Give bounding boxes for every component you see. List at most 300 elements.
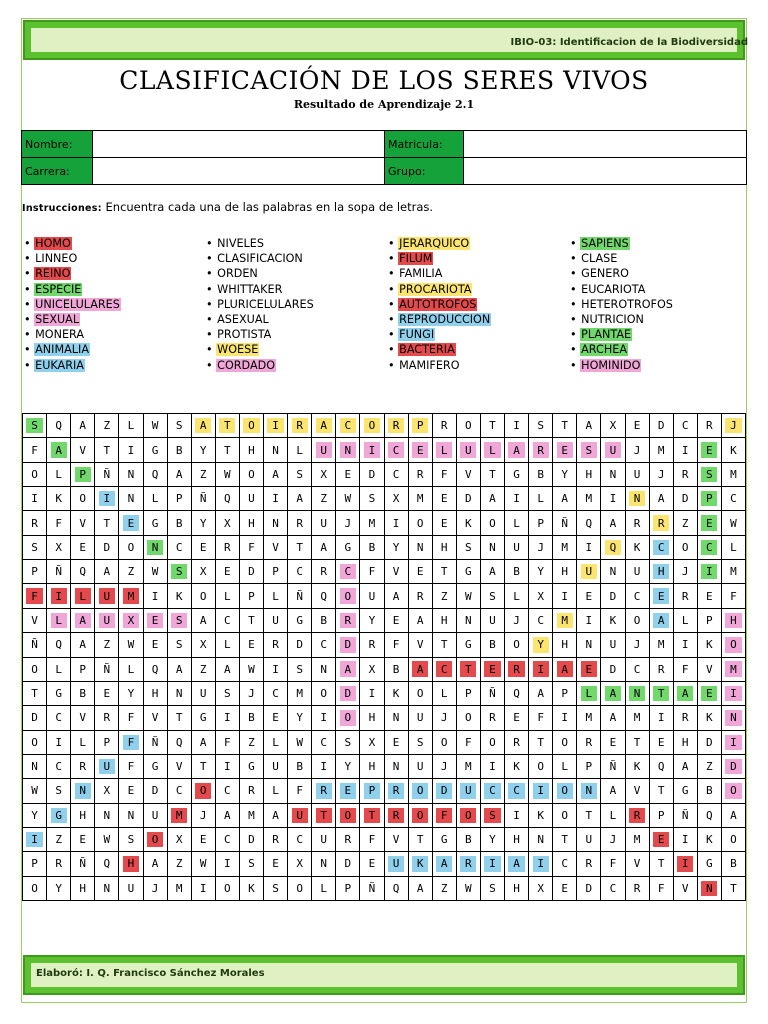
grid-cell[interactable] <box>168 414 192 438</box>
grid-cell[interactable] <box>650 804 674 828</box>
grid-cell[interactable] <box>168 877 192 901</box>
grid-cell[interactable] <box>47 463 71 487</box>
grid-cell[interactable] <box>47 633 71 657</box>
grid-cell[interactable] <box>47 560 71 584</box>
grid-cell[interactable] <box>698 438 722 462</box>
grid-cell[interactable] <box>650 463 674 487</box>
grid-cell[interactable] <box>385 438 409 462</box>
grid-cell[interactable] <box>144 584 168 608</box>
grid-cell[interactable] <box>698 877 722 901</box>
grid-cell[interactable] <box>698 706 722 730</box>
grid-cell[interactable] <box>312 633 336 657</box>
grid-cell[interactable] <box>433 560 457 584</box>
grid-cell[interactable] <box>481 560 505 584</box>
grid-cell[interactable] <box>650 755 674 779</box>
grid-cell[interactable] <box>553 414 577 438</box>
grid-cell[interactable] <box>505 877 529 901</box>
grid-cell[interactable] <box>336 682 360 706</box>
grid-cell[interactable] <box>650 779 674 803</box>
grid-cell[interactable] <box>457 511 481 535</box>
grid-cell[interactable] <box>312 804 336 828</box>
grid-cell[interactable] <box>674 487 698 511</box>
grid-cell[interactable] <box>433 633 457 657</box>
grid-cell[interactable] <box>433 804 457 828</box>
grid-cell[interactable] <box>409 609 433 633</box>
grid-cell[interactable] <box>168 706 192 730</box>
grid-cell[interactable] <box>385 804 409 828</box>
grid-cell[interactable] <box>312 731 336 755</box>
grid-cell[interactable] <box>674 560 698 584</box>
grid-cell[interactable] <box>71 609 95 633</box>
grid-cell[interactable] <box>481 658 505 682</box>
grid-cell[interactable] <box>433 852 457 876</box>
grid-cell[interactable] <box>577 414 601 438</box>
grid-cell[interactable] <box>385 584 409 608</box>
grid-cell[interactable] <box>312 852 336 876</box>
grid-cell[interactable] <box>95 804 119 828</box>
grid-cell[interactable] <box>288 682 312 706</box>
grid-cell[interactable] <box>481 438 505 462</box>
grid-cell[interactable] <box>168 536 192 560</box>
grid-cell[interactable] <box>240 633 264 657</box>
grid-cell[interactable] <box>144 852 168 876</box>
grid-cell[interactable] <box>119 804 143 828</box>
grid-cell[interactable] <box>192 877 216 901</box>
grid-cell[interactable] <box>23 633 47 657</box>
grid-cell[interactable] <box>698 804 722 828</box>
grid-cell[interactable] <box>336 536 360 560</box>
grid-cell[interactable] <box>240 584 264 608</box>
grid-cell[interactable] <box>360 584 384 608</box>
grid-cell[interactable] <box>601 463 625 487</box>
grid-cell[interactable] <box>529 633 553 657</box>
grid-cell[interactable] <box>168 633 192 657</box>
grid-cell[interactable] <box>674 731 698 755</box>
grid-cell[interactable] <box>577 682 601 706</box>
grid-cell[interactable] <box>192 731 216 755</box>
grid-cell[interactable] <box>119 463 143 487</box>
grid-cell[interactable] <box>577 877 601 901</box>
grid-cell[interactable] <box>722 706 746 730</box>
grid-cell[interactable] <box>360 438 384 462</box>
grid-cell[interactable] <box>626 731 650 755</box>
grid-cell[interactable] <box>288 706 312 730</box>
grid-cell[interactable] <box>336 706 360 730</box>
grid-cell[interactable] <box>95 852 119 876</box>
grid-cell[interactable] <box>336 560 360 584</box>
grid-cell[interactable] <box>192 536 216 560</box>
grid-cell[interactable] <box>698 487 722 511</box>
grid-cell[interactable] <box>481 779 505 803</box>
grid-cell[interactable] <box>312 828 336 852</box>
grid-cell[interactable] <box>312 584 336 608</box>
grid-cell[interactable] <box>71 706 95 730</box>
grid-cell[interactable] <box>505 511 529 535</box>
grid-cell[interactable] <box>553 658 577 682</box>
grid-cell[interactable] <box>144 828 168 852</box>
grid-cell[interactable] <box>47 877 71 901</box>
grid-cell[interactable] <box>47 438 71 462</box>
grid-cell[interactable] <box>144 755 168 779</box>
grid-cell[interactable] <box>192 560 216 584</box>
grid-cell[interactable] <box>626 511 650 535</box>
grid-cell[interactable] <box>433 731 457 755</box>
grid-cell[interactable] <box>144 682 168 706</box>
grid-cell[interactable] <box>288 828 312 852</box>
carrera-field[interactable] <box>93 158 385 185</box>
grid-cell[interactable] <box>47 755 71 779</box>
grid-cell[interactable] <box>71 682 95 706</box>
grid-cell[interactable] <box>288 658 312 682</box>
grid-cell[interactable] <box>481 487 505 511</box>
grid-cell[interactable] <box>119 560 143 584</box>
grid-cell[interactable] <box>553 755 577 779</box>
grid-cell[interactable] <box>264 536 288 560</box>
grid-cell[interactable] <box>409 828 433 852</box>
grid-cell[interactable] <box>47 511 71 535</box>
grid-cell[interactable] <box>312 682 336 706</box>
grid-cell[interactable] <box>529 560 553 584</box>
grid-cell[interactable] <box>192 487 216 511</box>
grid-cell[interactable] <box>144 731 168 755</box>
grid-cell[interactable] <box>71 828 95 852</box>
grid-cell[interactable] <box>71 633 95 657</box>
grid-cell[interactable] <box>240 414 264 438</box>
grid-cell[interactable] <box>698 779 722 803</box>
grid-cell[interactable] <box>601 779 625 803</box>
grid-cell[interactable] <box>312 511 336 535</box>
grid-cell[interactable] <box>409 706 433 730</box>
grid-cell[interactable] <box>553 511 577 535</box>
grid-cell[interactable] <box>47 706 71 730</box>
grid-cell[interactable] <box>601 877 625 901</box>
grid-cell[interactable] <box>192 804 216 828</box>
grid-cell[interactable] <box>47 414 71 438</box>
grid-cell[interactable] <box>626 438 650 462</box>
grid-cell[interactable] <box>47 536 71 560</box>
grid-cell[interactable] <box>216 828 240 852</box>
grid-cell[interactable] <box>168 487 192 511</box>
grid-cell[interactable] <box>288 487 312 511</box>
grid-cell[interactable] <box>457 804 481 828</box>
grid-cell[interactable] <box>312 414 336 438</box>
grid-cell[interactable] <box>577 852 601 876</box>
grid-cell[interactable] <box>360 560 384 584</box>
grid-cell[interactable] <box>119 828 143 852</box>
grid-cell[interactable] <box>505 536 529 560</box>
grid-cell[interactable] <box>312 536 336 560</box>
grid-cell[interactable] <box>192 658 216 682</box>
grid-cell[interactable] <box>698 414 722 438</box>
grid-cell[interactable] <box>698 560 722 584</box>
grid-cell[interactable] <box>216 682 240 706</box>
grid-cell[interactable] <box>698 731 722 755</box>
grid-cell[interactable] <box>529 828 553 852</box>
grid-cell[interactable] <box>168 463 192 487</box>
grid-cell[interactable] <box>192 633 216 657</box>
grid-cell[interactable] <box>674 852 698 876</box>
grid-cell[interactable] <box>240 706 264 730</box>
grid-cell[interactable] <box>264 463 288 487</box>
grid-cell[interactable] <box>336 828 360 852</box>
grid-cell[interactable] <box>192 463 216 487</box>
grid-cell[interactable] <box>71 804 95 828</box>
grid-cell[interactable] <box>601 731 625 755</box>
grid-cell[interactable] <box>360 414 384 438</box>
grid-cell[interactable] <box>505 560 529 584</box>
grid-cell[interactable] <box>336 511 360 535</box>
grid-cell[interactable] <box>71 584 95 608</box>
grid-cell[interactable] <box>240 828 264 852</box>
grid-cell[interactable] <box>240 731 264 755</box>
grid-cell[interactable] <box>529 852 553 876</box>
grid-cell[interactable] <box>601 852 625 876</box>
grid-cell[interactable] <box>216 487 240 511</box>
grid-cell[interactable] <box>95 706 119 730</box>
grid-cell[interactable] <box>650 438 674 462</box>
grid-cell[interactable] <box>23 609 47 633</box>
grid-cell[interactable] <box>433 463 457 487</box>
grid-cell[interactable] <box>650 560 674 584</box>
grid-cell[interactable] <box>119 877 143 901</box>
grid-cell[interactable] <box>481 633 505 657</box>
grid-cell[interactable] <box>481 536 505 560</box>
grid-cell[interactable] <box>95 682 119 706</box>
grid-cell[interactable] <box>264 487 288 511</box>
grid-cell[interactable] <box>336 584 360 608</box>
grid-cell[interactable] <box>433 536 457 560</box>
grid-cell[interactable] <box>674 414 698 438</box>
grid-cell[interactable] <box>481 755 505 779</box>
grid-cell[interactable] <box>336 658 360 682</box>
grid-cell[interactable] <box>601 487 625 511</box>
grid-cell[interactable] <box>529 463 553 487</box>
grid-cell[interactable] <box>433 828 457 852</box>
grid-cell[interactable] <box>336 755 360 779</box>
grid-cell[interactable] <box>240 511 264 535</box>
grid-cell[interactable] <box>360 852 384 876</box>
grid-cell[interactable] <box>95 584 119 608</box>
grid-cell[interactable] <box>119 536 143 560</box>
grid-cell[interactable] <box>577 804 601 828</box>
grid-cell[interactable] <box>698 584 722 608</box>
grid-cell[interactable] <box>481 706 505 730</box>
grid-cell[interactable] <box>216 438 240 462</box>
grid-cell[interactable] <box>192 706 216 730</box>
grid-cell[interactable] <box>457 706 481 730</box>
grid-cell[interactable] <box>698 658 722 682</box>
grid-cell[interactable] <box>433 877 457 901</box>
grid-cell[interactable] <box>312 755 336 779</box>
grid-cell[interactable] <box>240 779 264 803</box>
grid-cell[interactable] <box>168 658 192 682</box>
grid-cell[interactable] <box>264 755 288 779</box>
grid-cell[interactable] <box>47 609 71 633</box>
grid-cell[interactable] <box>95 560 119 584</box>
grid-cell[interactable] <box>481 414 505 438</box>
grid-cell[interactable] <box>433 438 457 462</box>
grid-cell[interactable] <box>722 438 746 462</box>
grid-cell[interactable] <box>23 414 47 438</box>
grid-cell[interactable] <box>71 511 95 535</box>
grid-cell[interactable] <box>553 438 577 462</box>
grid-cell[interactable] <box>650 609 674 633</box>
grid-cell[interactable] <box>23 852 47 876</box>
grid-cell[interactable] <box>336 438 360 462</box>
grid-cell[interactable] <box>385 779 409 803</box>
grid-cell[interactable] <box>23 511 47 535</box>
grid-cell[interactable] <box>144 633 168 657</box>
grid-cell[interactable] <box>626 852 650 876</box>
grid-cell[interactable] <box>626 828 650 852</box>
grid-cell[interactable] <box>577 706 601 730</box>
grid-cell[interactable] <box>336 731 360 755</box>
grid-cell[interactable] <box>505 682 529 706</box>
grid-cell[interactable] <box>360 779 384 803</box>
grid-cell[interactable] <box>577 536 601 560</box>
grid-cell[interactable] <box>409 511 433 535</box>
grid-cell[interactable] <box>553 852 577 876</box>
grid-cell[interactable] <box>529 511 553 535</box>
grid-cell[interactable] <box>312 463 336 487</box>
grid-cell[interactable] <box>698 511 722 535</box>
grid-cell[interactable] <box>385 536 409 560</box>
grid-cell[interactable] <box>650 852 674 876</box>
grid-cell[interactable] <box>409 779 433 803</box>
grid-cell[interactable] <box>119 633 143 657</box>
grid-cell[interactable] <box>577 584 601 608</box>
grid-cell[interactable] <box>457 658 481 682</box>
grid-cell[interactable] <box>23 438 47 462</box>
grid-cell[interactable] <box>288 731 312 755</box>
grid-cell[interactable] <box>312 658 336 682</box>
grid-cell[interactable] <box>240 755 264 779</box>
grid-cell[interactable] <box>95 755 119 779</box>
grid-cell[interactable] <box>674 804 698 828</box>
grid-cell[interactable] <box>433 706 457 730</box>
grid-cell[interactable] <box>119 584 143 608</box>
grid-cell[interactable] <box>601 536 625 560</box>
grid-cell[interactable] <box>360 804 384 828</box>
grid-cell[interactable] <box>457 633 481 657</box>
grid-cell[interactable] <box>529 804 553 828</box>
grid-cell[interactable] <box>481 852 505 876</box>
grid-cell[interactable] <box>240 804 264 828</box>
grid-cell[interactable] <box>505 584 529 608</box>
grid-cell[interactable] <box>698 852 722 876</box>
grid-cell[interactable] <box>385 609 409 633</box>
grid-cell[interactable] <box>505 731 529 755</box>
grid-cell[interactable] <box>71 658 95 682</box>
grid-cell[interactable] <box>529 779 553 803</box>
grid-cell[interactable] <box>481 682 505 706</box>
grid-cell[interactable] <box>336 414 360 438</box>
grid-cell[interactable] <box>119 487 143 511</box>
grid-cell[interactable] <box>674 536 698 560</box>
grid-cell[interactable] <box>360 877 384 901</box>
grid-cell[interactable] <box>698 755 722 779</box>
grid-cell[interactable] <box>192 755 216 779</box>
grid-cell[interactable] <box>698 633 722 657</box>
grid-cell[interactable] <box>216 852 240 876</box>
grid-cell[interactable] <box>288 414 312 438</box>
grid-cell[interactable] <box>385 755 409 779</box>
grid-cell[interactable] <box>71 877 95 901</box>
grid-cell[interactable] <box>505 609 529 633</box>
grid-cell[interactable] <box>192 584 216 608</box>
grid-cell[interactable] <box>312 706 336 730</box>
grid-cell[interactable] <box>71 779 95 803</box>
grid-cell[interactable] <box>601 682 625 706</box>
grid-cell[interactable] <box>457 536 481 560</box>
grid-cell[interactable] <box>71 755 95 779</box>
grid-cell[interactable] <box>722 779 746 803</box>
grid-cell[interactable] <box>674 779 698 803</box>
grid-cell[interactable] <box>722 731 746 755</box>
grid-cell[interactable] <box>674 828 698 852</box>
grid-cell[interactable] <box>433 584 457 608</box>
nombre-field[interactable] <box>93 131 385 158</box>
grid-cell[interactable] <box>119 731 143 755</box>
grid-cell[interactable] <box>312 779 336 803</box>
grid-cell[interactable] <box>385 511 409 535</box>
grid-cell[interactable] <box>529 658 553 682</box>
grid-cell[interactable] <box>336 487 360 511</box>
grid-cell[interactable] <box>722 463 746 487</box>
grid-cell[interactable] <box>264 609 288 633</box>
grid-cell[interactable] <box>674 877 698 901</box>
grid-cell[interactable] <box>577 755 601 779</box>
grid-cell[interactable] <box>47 584 71 608</box>
grid-cell[interactable] <box>601 658 625 682</box>
grid-cell[interactable] <box>626 414 650 438</box>
grid-cell[interactable] <box>288 584 312 608</box>
grid-cell[interactable] <box>192 438 216 462</box>
grid-cell[interactable] <box>505 414 529 438</box>
grid-cell[interactable] <box>529 706 553 730</box>
grid-cell[interactable] <box>144 609 168 633</box>
grid-cell[interactable] <box>144 877 168 901</box>
grid-cell[interactable] <box>23 658 47 682</box>
grid-cell[interactable] <box>481 463 505 487</box>
grid-cell[interactable] <box>650 584 674 608</box>
grid-cell[interactable] <box>553 804 577 828</box>
grid-cell[interactable] <box>457 852 481 876</box>
grid-cell[interactable] <box>144 414 168 438</box>
grid-cell[interactable] <box>264 560 288 584</box>
grid-cell[interactable] <box>529 438 553 462</box>
grid-cell[interactable] <box>23 755 47 779</box>
grid-cell[interactable] <box>601 633 625 657</box>
grid-cell[interactable] <box>553 463 577 487</box>
grid-cell[interactable] <box>168 731 192 755</box>
grid-cell[interactable] <box>553 731 577 755</box>
grid-cell[interactable] <box>264 706 288 730</box>
grid-cell[interactable] <box>360 755 384 779</box>
grid-cell[interactable] <box>288 438 312 462</box>
grid-cell[interactable] <box>288 511 312 535</box>
grid-cell[interactable] <box>722 609 746 633</box>
grid-cell[interactable] <box>47 487 71 511</box>
grid-cell[interactable] <box>674 438 698 462</box>
grid-cell[interactable] <box>457 877 481 901</box>
grid-cell[interactable] <box>144 463 168 487</box>
grid-cell[interactable] <box>577 560 601 584</box>
grid-cell[interactable] <box>722 633 746 657</box>
grid-cell[interactable] <box>674 633 698 657</box>
grid-cell[interactable] <box>698 463 722 487</box>
grid-cell[interactable] <box>553 682 577 706</box>
